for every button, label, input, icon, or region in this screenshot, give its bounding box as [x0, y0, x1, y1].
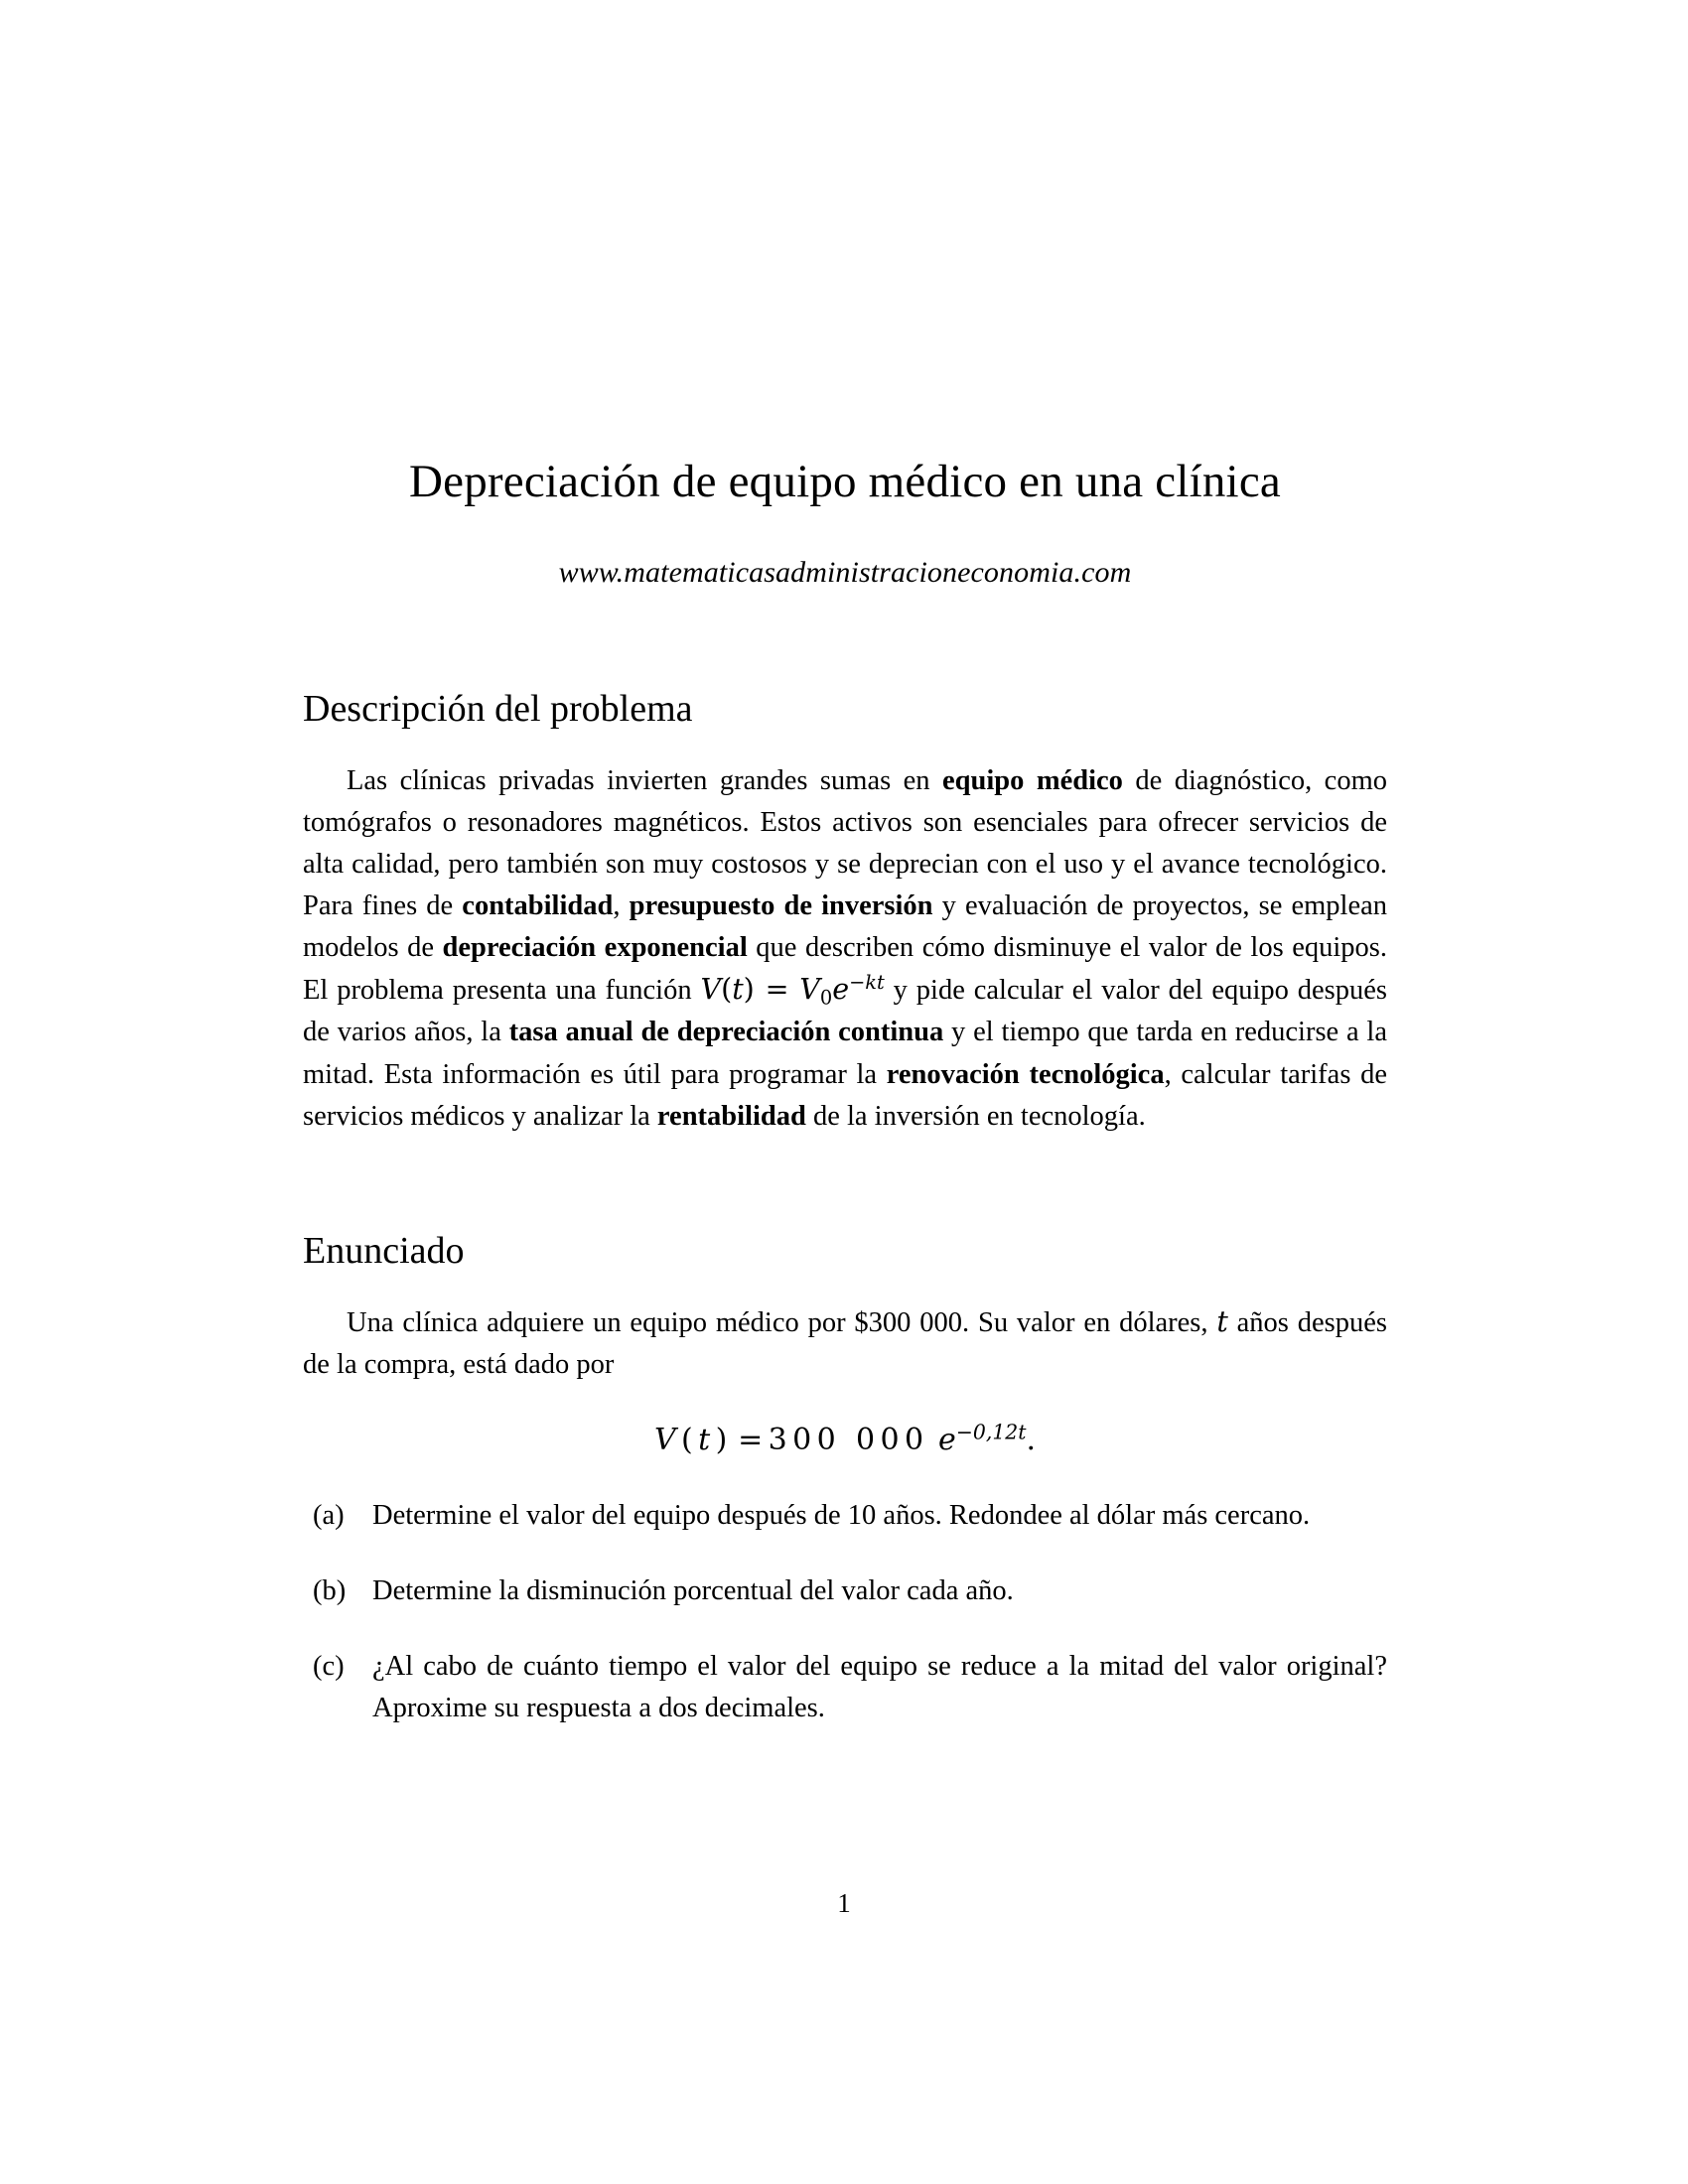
- list-item: [303, 1570, 1387, 1612]
- list-item-text: ¿Al cabo de cuánto tiempo el valor del equipo se reduce a la mitad del valor original? Aproxime su respuesta a dos decimales.: [372, 1650, 1387, 1723]
- bold-term-equipo-medico: equipo médico: [942, 764, 1123, 796]
- display-equation-vt: [303, 1387, 1387, 1457]
- bold-term-rentabilidad: rentabilidad: [656, 1100, 806, 1132]
- text-fragment: de la inversión en tecnología.: [805, 1100, 1146, 1132]
- text-fragment: , calcular tarifas de servicios médicos y analizar la: [303, 1058, 1387, 1132]
- text-fragment: de diagnóstico, como tomógrafos o resonadores magnéticos. Estos activos son esenciales para ofrecer servicios de alta calidad, pero también son muy costosos y se deprecian con el uso y el avance tecnológico. Para fines de: [303, 764, 1387, 922]
- equation-lhs-t: t: [698, 1422, 711, 1457]
- page-number: 1: [837, 1888, 851, 1918]
- text-fragment: ,: [613, 890, 630, 922]
- section-heading-descripcion: Descripción del problema: [303, 688, 693, 731]
- question-list: [303, 1457, 1387, 1729]
- page-title: Depreciación de equipo médico en una clínica: [409, 456, 1281, 507]
- equation-paren-open: (: [681, 1422, 693, 1457]
- list-item: [303, 1495, 1387, 1537]
- inline-formula-vt: $V(t) = V_0e^{-kt}$: [700, 971, 885, 1010]
- text-fragment: Las clínicas privadas invierten grandes sumas en: [347, 764, 942, 796]
- equation-lhs-V: V: [653, 1422, 676, 1457]
- list-item-marker: (c): [313, 1650, 345, 1682]
- bold-term-depreciacion-exponencial: depreciación exponencial: [442, 932, 748, 964]
- list-item-text: Determine la disminución porcentual del valor cada año.: [372, 1574, 1014, 1606]
- text-fragment: y el tiempo que tarda en reducirse a la mitad. Esta información es útil para programar la: [303, 1017, 1388, 1090]
- list-item-text: Determine el valor del equipo después de 10 años. Redondee al dólar más cercano.: [372, 1499, 1311, 1531]
- paragraph-enunciado-intro: [303, 1274, 1387, 1386]
- text-fragment: y pide calcular el valor del equipo después de varios años, la: [303, 975, 1387, 1048]
- section-heading-enunciado: Enunciado: [303, 1229, 465, 1272]
- text-fragment: años después de la compra, está dado por: [303, 1307, 1387, 1381]
- equation-exp-base: e: [938, 1422, 956, 1457]
- inline-variable-t: t: [1216, 1305, 1228, 1339]
- bold-term-tasa-anual: tasa anual de depreciación continua: [508, 1017, 944, 1048]
- list-item-marker: (a): [313, 1499, 345, 1531]
- equation-exponent: −0,12t: [955, 1419, 1027, 1443]
- equation-equals-sign: =: [738, 1422, 764, 1457]
- equation-coefficient: 300 000: [768, 1422, 929, 1457]
- list-item-marker: (b): [313, 1574, 347, 1606]
- text-column: [303, 0, 1387, 1729]
- equation-paren-close: ): [715, 1422, 728, 1457]
- bold-term-presupuesto-inversion: presupuesto de inversión: [629, 890, 933, 922]
- text-fragment: Una clínica adquiere un equipo médico por $300 000. Su valor en dólares,: [347, 1307, 1217, 1339]
- bold-term-contabilidad: contabilidad: [462, 890, 614, 922]
- source-website-subtitle: www.matematicasadministracioneconomia.com: [558, 556, 1132, 590]
- text-fragment: que describen cómo disminuye el valor de los equipos. El problema presenta una función: [303, 932, 1387, 1007]
- bold-term-renovacion-tecnologica: renovación tecnológica: [886, 1058, 1165, 1090]
- paragraph-descripcion: [303, 733, 1387, 1138]
- list-item: [303, 1646, 1387, 1729]
- equation-period: .: [1026, 1422, 1037, 1457]
- text-fragment: y evaluación de proyectos, se emplean modelos de: [303, 890, 1387, 964]
